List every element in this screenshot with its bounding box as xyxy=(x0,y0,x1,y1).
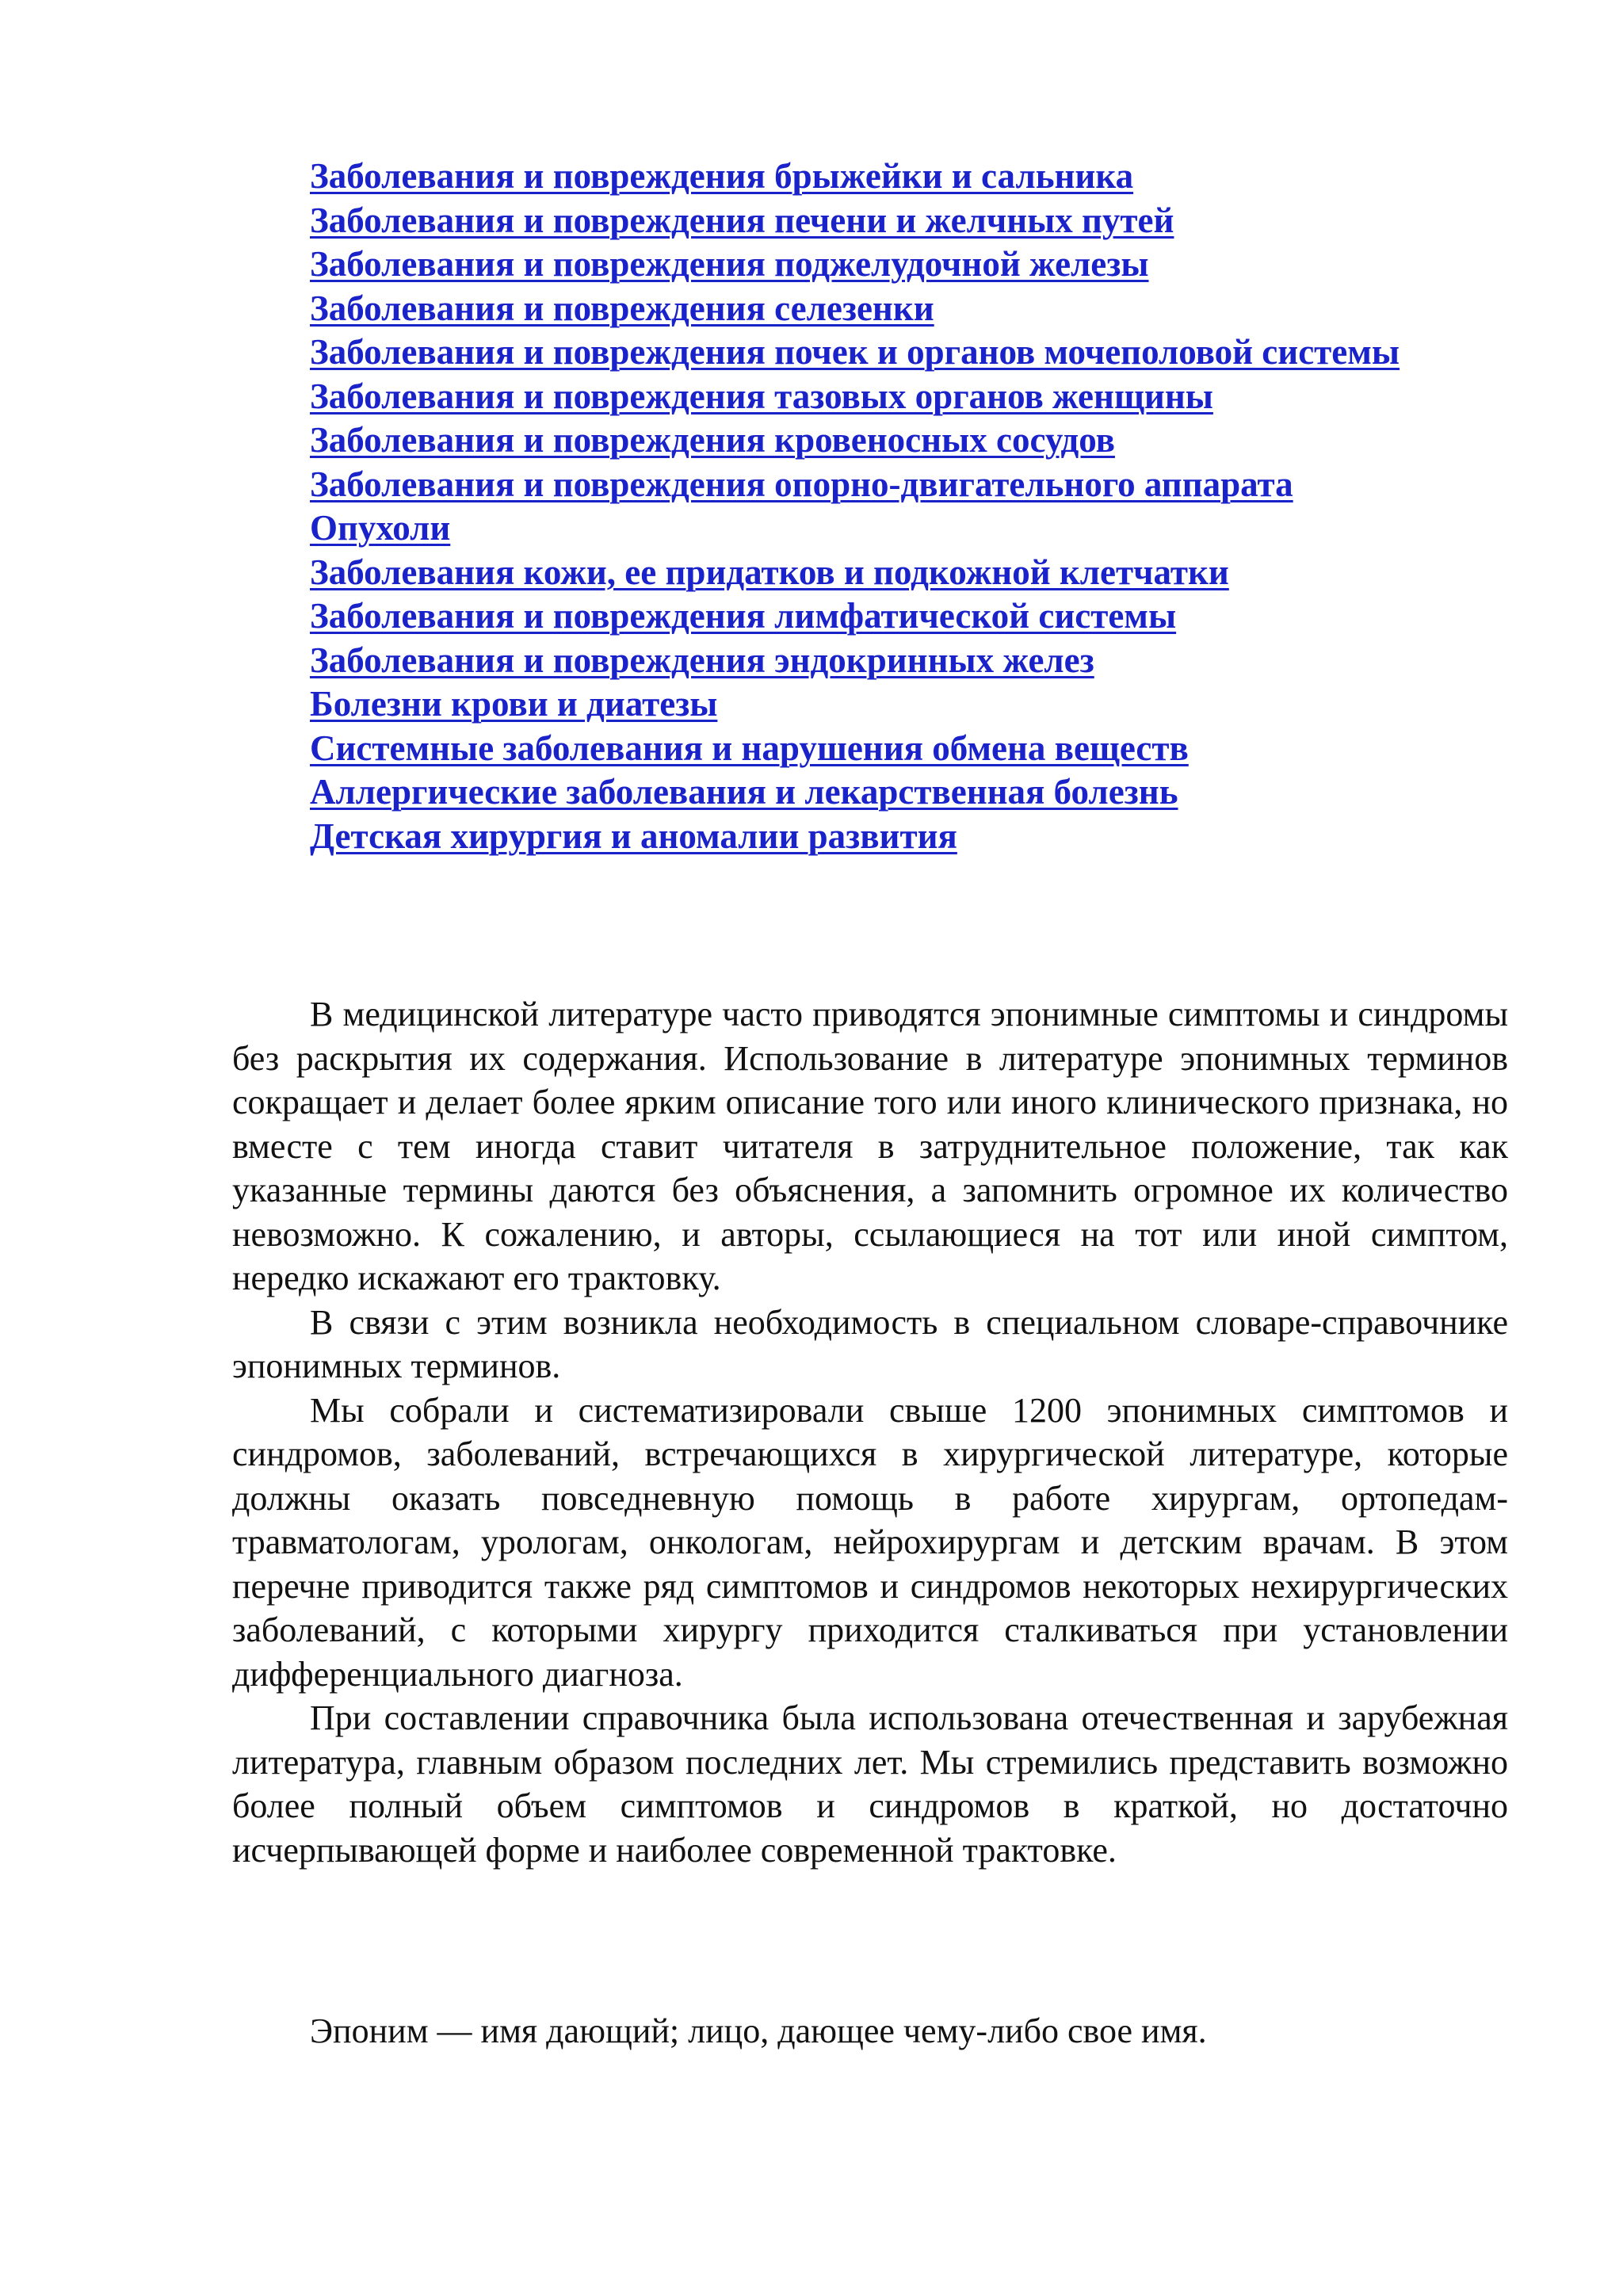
toc-link-allergic-drug-disease[interactable]: Аллергические заболевания и лекарственная болезнь xyxy=(310,772,1178,812)
toc-link-liver-bile-ducts[interactable]: Заболевания и повреждения печени и желчных путей xyxy=(310,200,1174,240)
eponym-definition: Эпоним — имя дающий; лицо, дающее чему-либо свое имя. xyxy=(310,2011,1207,2050)
toc-link-spleen[interactable]: Заболевания и повреждения селезенки xyxy=(310,288,934,328)
preface-paragraph: При составлении справочника была использована отечественная и зарубежная литература, главным образом последних лет. Мы стремились представить возможно более полный объем симптомов и синдромов в краткой, но достаточно исчерпывающей форме и наиболее современной трактовке. xyxy=(232,1698,1508,1870)
preface-paragraph: В медицинской литературе часто приводятся эпонимные симптомы и синдромы без раскрытия их содержания. Использование в литературе эпонимных терминов сокращает и делает более ярким описание того или иного клинического признака, но вместе с тем иногда ставит читателя в затруднительное положение, так как указанные термины даются без объяснения, а запомнить огромное их количество невозможно. К сожалению, и авторы, ссылающиеся на тот или иной симптом, нередко искажают его трактовку. xyxy=(232,995,1508,1297)
toc-item xyxy=(310,463,1400,507)
toc-link-lymphatic-system[interactable]: Заболевания и повреждения лимфатической системы xyxy=(310,596,1177,636)
toc-link-endocrine-glands[interactable]: Заболевания и повреждения эндокринных желез xyxy=(310,640,1094,680)
toc-item xyxy=(310,639,1400,683)
toc-item xyxy=(310,418,1400,463)
toc-link-pancreas[interactable]: Заболевания и повреждения поджелудочной железы xyxy=(310,244,1149,284)
toc-link-pediatric-surgery[interactable]: Детская хирургия и аномалии развития xyxy=(310,816,957,856)
table-of-contents xyxy=(310,155,1400,858)
toc-link-skin[interactable]: Заболевания кожи, ее придатков и подкожной клетчатки xyxy=(310,552,1229,592)
toc-item xyxy=(310,551,1400,595)
preface-text xyxy=(232,992,1508,1872)
toc-link-blood-diseases[interactable]: Болезни крови и диатезы xyxy=(310,684,718,724)
toc-item xyxy=(310,287,1400,331)
toc-item xyxy=(310,155,1400,199)
toc-item xyxy=(310,375,1400,419)
toc-link-tumors[interactable]: Опухоли xyxy=(310,508,451,548)
toc-link-blood-vessels[interactable]: Заболевания и повреждения кровеносных сосудов xyxy=(310,420,1115,460)
toc-item xyxy=(310,682,1400,727)
toc-link-systemic-metabolic[interactable]: Системные заболевания и нарушения обмена веществ xyxy=(310,728,1189,768)
toc-item xyxy=(310,243,1400,287)
toc-link-mesentery-omentum[interactable]: Заболевания и повреждения брыжейки и сальника xyxy=(310,156,1134,196)
toc-link-kidneys-urogenital[interactable]: Заболевания и повреждения почек и органов мочеполовой системы xyxy=(310,332,1400,372)
toc-item xyxy=(310,770,1400,815)
toc-item xyxy=(310,199,1400,243)
toc-item xyxy=(310,815,1400,859)
toc-item xyxy=(310,330,1400,375)
preface-paragraph: В связи с этим возникла необходимость в специальном словаре-справочнике эпонимных терминов. xyxy=(232,1302,1508,1385)
toc-item xyxy=(310,727,1400,771)
toc-item xyxy=(310,594,1400,639)
toc-item xyxy=(310,506,1400,551)
toc-link-musculoskeletal[interactable]: Заболевания и повреждения опорно-двигательного аппарата xyxy=(310,464,1293,504)
preface-paragraph: Мы собрали и систематизировали свыше 1200 эпонимных симптомов и синдромов, заболеваний, встречающихся в хирургической литературе, которые должны оказать повседневную помощь в работе хирургам, ортопедам-травматологам, урологам, онкологам, нейрохирургам и детским врачам. В этом перечне приводится также ряд симптомов и синдромов некоторых нехирургических заболеваний, с которыми хирургу приходится сталкиваться при установлении дифференциального диагноза. xyxy=(232,1390,1508,1694)
toc-link-female-pelvic-organs[interactable]: Заболевания и повреждения тазовых органов женщины xyxy=(310,376,1213,416)
